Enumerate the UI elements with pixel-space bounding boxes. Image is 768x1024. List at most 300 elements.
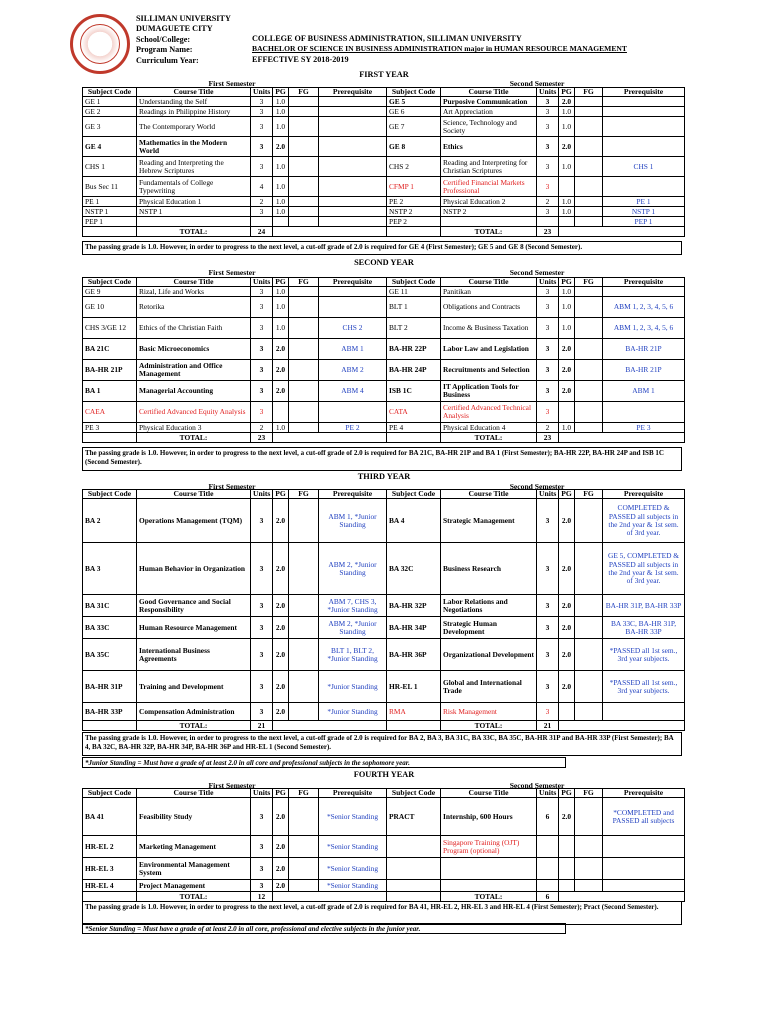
total-row xyxy=(83,433,685,443)
fg xyxy=(575,157,603,177)
total-blank xyxy=(273,721,387,731)
units: 3 xyxy=(251,617,273,639)
subject-code: BA 4 xyxy=(387,499,441,543)
column-header: Prerequisite xyxy=(319,278,387,287)
pg: 2.0 xyxy=(273,798,289,836)
units: 3 xyxy=(251,207,273,217)
column-header: Units xyxy=(537,278,559,287)
second-semester-heading: Second Semester xyxy=(509,482,565,491)
table-row xyxy=(83,197,685,207)
fg xyxy=(289,381,319,402)
fg xyxy=(575,107,603,117)
prerequisite: *COMPLETED and PASSED all subjects xyxy=(603,798,685,836)
pg xyxy=(559,836,575,858)
prerequisite xyxy=(319,207,387,217)
fg xyxy=(575,137,603,157)
subject-code: GE 1 xyxy=(83,97,137,107)
fg xyxy=(289,639,319,671)
total-value: TOTAL: xyxy=(137,227,251,237)
units: 3 xyxy=(251,107,273,117)
fg xyxy=(575,207,603,217)
fg xyxy=(289,671,319,703)
units: 3 xyxy=(251,639,273,671)
pg: 2.0 xyxy=(559,595,575,617)
column-header: Prerequisite xyxy=(603,789,685,798)
column-header: Subject Code xyxy=(83,789,137,798)
prerequisite xyxy=(603,880,685,892)
course-title: Environmental Management System xyxy=(137,858,251,880)
year-title: THIRD YEAR xyxy=(357,472,411,481)
units: 3 xyxy=(251,287,273,297)
course-title: NSTP 2 xyxy=(441,207,537,217)
course-title: Training and Development xyxy=(137,671,251,703)
subject-code: BA-HR 34P xyxy=(387,617,441,639)
course-title: IT Application Tools for Business xyxy=(441,381,537,402)
prerequisite: BA-HR 21P xyxy=(603,339,685,360)
course-title: Project Management xyxy=(137,880,251,892)
total-blank xyxy=(559,433,685,443)
subject-code: PE 1 xyxy=(83,197,137,207)
curriculum-value: EFFECTIVE SY 2018-2019 xyxy=(252,54,349,64)
subject-code: BA 41 xyxy=(83,798,137,836)
course-title: Physical Education 2 xyxy=(441,197,537,207)
total-value: 6 xyxy=(537,892,559,902)
pg xyxy=(273,402,289,423)
subject-code: PE 2 xyxy=(387,197,441,207)
course-title: Labor Law and Legislation xyxy=(441,339,537,360)
course-title: Human Behavior in Organization xyxy=(137,543,251,595)
prerequisite: BA-HR 31P, BA-HR 33P xyxy=(603,595,685,617)
pg xyxy=(559,703,575,721)
units: 3 xyxy=(537,207,559,217)
column-header: Units xyxy=(251,278,273,287)
fg xyxy=(289,360,319,381)
fg xyxy=(289,217,319,227)
course-title: Human Resource Management xyxy=(137,617,251,639)
fg xyxy=(289,499,319,543)
prerequisite: *Senior Standing xyxy=(319,798,387,836)
course-title: Certified Advanced Technical Analysis xyxy=(441,402,537,423)
total-value: 21 xyxy=(537,721,559,731)
column-header: Subject Code xyxy=(387,789,441,798)
year-title: FIRST YEAR xyxy=(359,70,409,79)
prerequisite: BA-HR 21P xyxy=(603,360,685,381)
table-row xyxy=(83,318,685,339)
total-blank xyxy=(559,721,685,731)
subject-code: GE 2 xyxy=(83,107,137,117)
column-header: Course Title xyxy=(441,490,537,499)
table-row xyxy=(83,137,685,157)
subject-code xyxy=(387,858,441,880)
fg xyxy=(289,703,319,721)
table-row xyxy=(83,880,685,892)
pg: 2.0 xyxy=(273,499,289,543)
fg xyxy=(575,360,603,381)
course-title: Physical Education 1 xyxy=(137,197,251,207)
column-header: Units xyxy=(537,490,559,499)
column-header: Units xyxy=(251,490,273,499)
course-title: Understanding the Self xyxy=(137,97,251,107)
prerequisite xyxy=(319,217,387,227)
course-title: Organizational Development xyxy=(441,639,537,671)
subject-code: BA 1 xyxy=(83,381,137,402)
column-header: Course Title xyxy=(441,789,537,798)
fg xyxy=(575,423,603,433)
subject-code xyxy=(387,836,441,858)
column-header: Subject Code xyxy=(83,490,137,499)
fg xyxy=(575,858,603,880)
column-header: FG xyxy=(575,490,603,499)
course-title: Global and International Trade xyxy=(441,671,537,703)
table-row xyxy=(83,117,685,137)
prerequisite: CHS 2 xyxy=(319,318,387,339)
units: 3 xyxy=(537,137,559,157)
fg xyxy=(575,880,603,892)
standing-note: *Senior Standing = Must have a grade of at least 2.0 in all core, professional and elective subjects in the junior year. xyxy=(82,923,566,934)
course-title: Feasibility Study xyxy=(137,798,251,836)
table-row xyxy=(83,671,685,703)
first-semester-heading: First Semester xyxy=(208,482,256,491)
total-value: 21 xyxy=(251,721,273,731)
pg: 2.0 xyxy=(559,381,575,402)
prerequisite: ABM 2 xyxy=(319,360,387,381)
units xyxy=(537,880,559,892)
subject-code: CHS 2 xyxy=(387,157,441,177)
pg: 2.0 xyxy=(273,836,289,858)
pg: 2.0 xyxy=(559,639,575,671)
prerequisite: BLT 1, BLT 2, *Junior Standing xyxy=(319,639,387,671)
subject-code: BA-HR 31P xyxy=(83,671,137,703)
table-header-row xyxy=(83,789,685,798)
prerequisite xyxy=(319,97,387,107)
pg: 1.0 xyxy=(273,97,289,107)
course-title: Panitikan xyxy=(441,287,537,297)
column-header: Subject Code xyxy=(83,88,137,97)
course-title: Reading and Interpreting for Christian Scriptures xyxy=(441,157,537,177)
subject-code: BA-HR 36P xyxy=(387,639,441,671)
fg xyxy=(289,197,319,207)
course-title: Compensation Administration xyxy=(137,703,251,721)
column-header: Prerequisite xyxy=(603,88,685,97)
course-title: Rizal, Life and Works xyxy=(137,287,251,297)
column-header: Prerequisite xyxy=(319,789,387,798)
units xyxy=(251,217,273,227)
subject-code: PEP 1 xyxy=(83,217,137,227)
units: 2 xyxy=(251,423,273,433)
column-header: Prerequisite xyxy=(319,490,387,499)
pg xyxy=(559,217,575,227)
university-city: DUMAGUETE CITY xyxy=(136,24,213,34)
prerequisite xyxy=(319,137,387,157)
course-title: International Business Agreements xyxy=(137,639,251,671)
prerequisite: ABM 1, 2, 3, 4, 5, 6 xyxy=(603,318,685,339)
prerequisite: ABM 1, *Junior Standing xyxy=(319,499,387,543)
units: 3 xyxy=(537,543,559,595)
pg: 1.0 xyxy=(273,157,289,177)
pg: 2.0 xyxy=(273,360,289,381)
fg xyxy=(289,97,319,107)
subject-code: CHS 3/GE 12 xyxy=(83,318,137,339)
fg xyxy=(575,402,603,423)
column-header: FG xyxy=(575,789,603,798)
prerequisite: NSTP 1 xyxy=(603,207,685,217)
column-header: Units xyxy=(251,88,273,97)
table-row xyxy=(83,423,685,433)
prerequisite xyxy=(603,177,685,197)
prerequisite xyxy=(603,858,685,880)
course-title: Singapore Training (OJT) Program (optional) xyxy=(441,836,537,858)
fg xyxy=(289,880,319,892)
units: 3 xyxy=(251,543,273,595)
total-value: TOTAL: xyxy=(441,721,537,731)
pg: 2.0 xyxy=(273,595,289,617)
fg xyxy=(575,499,603,543)
course-title: Certified Financial Markets Professional xyxy=(441,177,537,197)
course-title: Income & Business Taxation xyxy=(441,318,537,339)
fg xyxy=(575,543,603,595)
column-header: FG xyxy=(289,789,319,798)
course-title: Certified Advanced Equity Analysis xyxy=(137,402,251,423)
subject-code: GE 4 xyxy=(83,137,137,157)
total-value: 23 xyxy=(537,227,559,237)
table-row xyxy=(83,107,685,117)
fg xyxy=(575,177,603,197)
course-title: Recruitments and Selection xyxy=(441,360,537,381)
prerequisite xyxy=(603,402,685,423)
course-title: Ethics of the Christian Faith xyxy=(137,318,251,339)
fg xyxy=(289,207,319,217)
column-header: Course Title xyxy=(137,278,251,287)
fg xyxy=(575,117,603,137)
prerequisite xyxy=(319,287,387,297)
prerequisite: ABM 1 xyxy=(603,381,685,402)
course-title: Administration and Office Management xyxy=(137,360,251,381)
prerequisite xyxy=(319,177,387,197)
curriculum-table xyxy=(82,788,685,902)
units: 3 xyxy=(537,287,559,297)
pg: 1.0 xyxy=(559,423,575,433)
prerequisite: *Senior Standing xyxy=(319,880,387,892)
subject-code: BA 35C xyxy=(83,639,137,671)
units: 3 xyxy=(537,339,559,360)
total-row xyxy=(83,721,685,731)
fg xyxy=(289,402,319,423)
course-title: Ethics xyxy=(441,137,537,157)
subject-code: GE 8 xyxy=(387,137,441,157)
prerequisite: PEP 1 xyxy=(603,217,685,227)
prerequisite xyxy=(603,287,685,297)
units: 3 xyxy=(537,703,559,721)
year-title: FOURTH YEAR xyxy=(353,770,415,779)
course-title: Labor Relations and Negotiations xyxy=(441,595,537,617)
pg: 2.0 xyxy=(273,880,289,892)
fg xyxy=(289,177,319,197)
total-blank xyxy=(83,721,137,731)
fg xyxy=(289,137,319,157)
subject-code xyxy=(387,880,441,892)
curriculum-table xyxy=(82,489,685,731)
prerequisite xyxy=(319,197,387,207)
units: 3 xyxy=(537,107,559,117)
fg xyxy=(289,318,319,339)
total-value: 24 xyxy=(251,227,273,237)
subject-code: GE 5 xyxy=(387,97,441,107)
subject-code: PE 3 xyxy=(83,423,137,433)
pg: 1.0 xyxy=(273,287,289,297)
pg: 1.0 xyxy=(559,207,575,217)
pg: 2.0 xyxy=(559,617,575,639)
pg xyxy=(559,858,575,880)
column-header: PG xyxy=(559,490,575,499)
course-title: Retorika xyxy=(137,297,251,318)
pg: 1.0 xyxy=(273,207,289,217)
subject-code: CAEA xyxy=(83,402,137,423)
passing-grade-note: The passing grade is 1.0. However, in order to progress to the next level, a cut-off grade of 2.0 is required for GE 4 (First Semester); GE 5 and GE 8 (Second Semester). xyxy=(82,241,682,255)
prerequisite: *Junior Standing xyxy=(319,703,387,721)
table-header-row xyxy=(83,490,685,499)
column-header: Subject Code xyxy=(387,490,441,499)
course-title: Basic Microeconomics xyxy=(137,339,251,360)
prerequisite: *Senior Standing xyxy=(319,836,387,858)
units: 3 xyxy=(251,117,273,137)
units xyxy=(537,217,559,227)
prerequisite: CHS 1 xyxy=(603,157,685,177)
fg xyxy=(575,617,603,639)
units: 3 xyxy=(251,297,273,318)
units: 3 xyxy=(537,360,559,381)
column-header: Course Title xyxy=(137,490,251,499)
units: 3 xyxy=(251,858,273,880)
pg: 1.0 xyxy=(273,423,289,433)
course-title xyxy=(441,880,537,892)
column-header: Prerequisite xyxy=(319,88,387,97)
course-title: Reading and Interpreting the Hebrew Scriptures xyxy=(137,157,251,177)
first-semester-heading: First Semester xyxy=(208,268,256,277)
passing-grade-note: The passing grade is 1.0. However, in order to progress to the next level, a cut-off grade of 2.0 is required for BA 2, BA 3, BA 31C, BA 33C, BA 35C, BA-HR 31P and BA-HR 33P (First Semester); BA 4, BA 32C, BA-HR 32P, BA-HR 34P, BA-HR 36P and HR-EL 1 (Second Semester). xyxy=(82,732,682,756)
subject-code: BLT 1 xyxy=(387,297,441,318)
pg: 2.0 xyxy=(559,339,575,360)
units: 3 xyxy=(537,499,559,543)
table-row xyxy=(83,858,685,880)
pg: 2.0 xyxy=(559,360,575,381)
pg: 1.0 xyxy=(273,177,289,197)
units: 3 xyxy=(251,798,273,836)
pg: 2.0 xyxy=(273,639,289,671)
units: 2 xyxy=(537,423,559,433)
subject-code: PE 4 xyxy=(387,423,441,433)
pg xyxy=(559,880,575,892)
subject-code: BA-HR 21P xyxy=(83,360,137,381)
total-blank xyxy=(559,227,685,237)
units: 4 xyxy=(251,177,273,197)
course-title xyxy=(441,858,537,880)
total-blank xyxy=(83,433,137,443)
fg xyxy=(575,287,603,297)
prerequisite: ABM 2, *Junior Standing xyxy=(319,617,387,639)
prerequisite: ABM 1, 2, 3, 4, 5, 6 xyxy=(603,297,685,318)
pg: 1.0 xyxy=(273,117,289,137)
fg xyxy=(289,858,319,880)
course-title: Science, Technology and Society xyxy=(441,117,537,137)
subject-code: GE 3 xyxy=(83,117,137,137)
pg: 2.0 xyxy=(559,137,575,157)
units: 2 xyxy=(537,197,559,207)
prerequisite: *PASSED all 1st sem., 3rd year subjects. xyxy=(603,671,685,703)
table-row xyxy=(83,617,685,639)
units: 3 xyxy=(537,318,559,339)
university-name: SILLIMAN UNIVERSITY xyxy=(136,14,231,23)
subject-code: BA-HR 22P xyxy=(387,339,441,360)
fg xyxy=(575,297,603,318)
fg xyxy=(289,157,319,177)
units: 3 xyxy=(537,297,559,318)
course-title: Good Governance and Social Responsibility xyxy=(137,595,251,617)
table-row xyxy=(83,798,685,836)
table-row xyxy=(83,217,685,227)
units: 3 xyxy=(251,157,273,177)
subject-code: BA 2 xyxy=(83,499,137,543)
total-blank xyxy=(273,227,387,237)
table-row xyxy=(83,499,685,543)
table-row xyxy=(83,157,685,177)
prerequisite xyxy=(603,107,685,117)
fg xyxy=(289,423,319,433)
total-value: TOTAL: xyxy=(137,433,251,443)
pg: 2.0 xyxy=(273,617,289,639)
column-header: Subject Code xyxy=(387,88,441,97)
pg: 2.0 xyxy=(559,499,575,543)
units: 3 xyxy=(251,339,273,360)
prerequisite xyxy=(319,117,387,137)
units: 3 xyxy=(251,880,273,892)
pg xyxy=(559,402,575,423)
column-header: PG xyxy=(273,278,289,287)
total-value: TOTAL: xyxy=(441,227,537,237)
subject-code: ISB 1C xyxy=(387,381,441,402)
total-value: TOTAL: xyxy=(441,892,537,902)
fg xyxy=(575,703,603,721)
total-value: TOTAL: xyxy=(137,721,251,731)
column-header: FG xyxy=(289,490,319,499)
prerequisite: BA 33C, BA-HR 31P, BA-HR 33P xyxy=(603,617,685,639)
pg: 2.0 xyxy=(273,339,289,360)
units: 3 xyxy=(251,381,273,402)
pg: 1.0 xyxy=(559,157,575,177)
subject-code: NSTP 2 xyxy=(387,207,441,217)
subject-code: BA 21C xyxy=(83,339,137,360)
school-label: School/College: xyxy=(136,34,191,44)
prerequisite: ABM 2, *Junior Standing xyxy=(319,543,387,595)
pg: 2.0 xyxy=(273,703,289,721)
prerequisite: ABM 1 xyxy=(319,339,387,360)
subject-code: BA 32C xyxy=(387,543,441,595)
prerequisite: ABM 4 xyxy=(319,381,387,402)
second-semester-heading: Second Semester xyxy=(509,268,565,277)
subject-code: HR-EL 2 xyxy=(83,836,137,858)
pg: 2.0 xyxy=(273,671,289,703)
course-title: The Contemporary World xyxy=(137,117,251,137)
column-header: Course Title xyxy=(441,88,537,97)
prerequisite: PE 1 xyxy=(603,197,685,207)
university-seal-icon xyxy=(70,14,130,74)
course-title: Art Appreciation xyxy=(441,107,537,117)
table-row xyxy=(83,836,685,858)
second-semester-heading: Second Semester xyxy=(509,781,565,790)
total-value: TOTAL: xyxy=(441,433,537,443)
pg: 1.0 xyxy=(273,197,289,207)
prerequisite: COMPLETED & PASSED all subjects in the 2nd year & 1st sem. of 3rd year. xyxy=(603,499,685,543)
course-title: Strategic Human Development xyxy=(441,617,537,639)
